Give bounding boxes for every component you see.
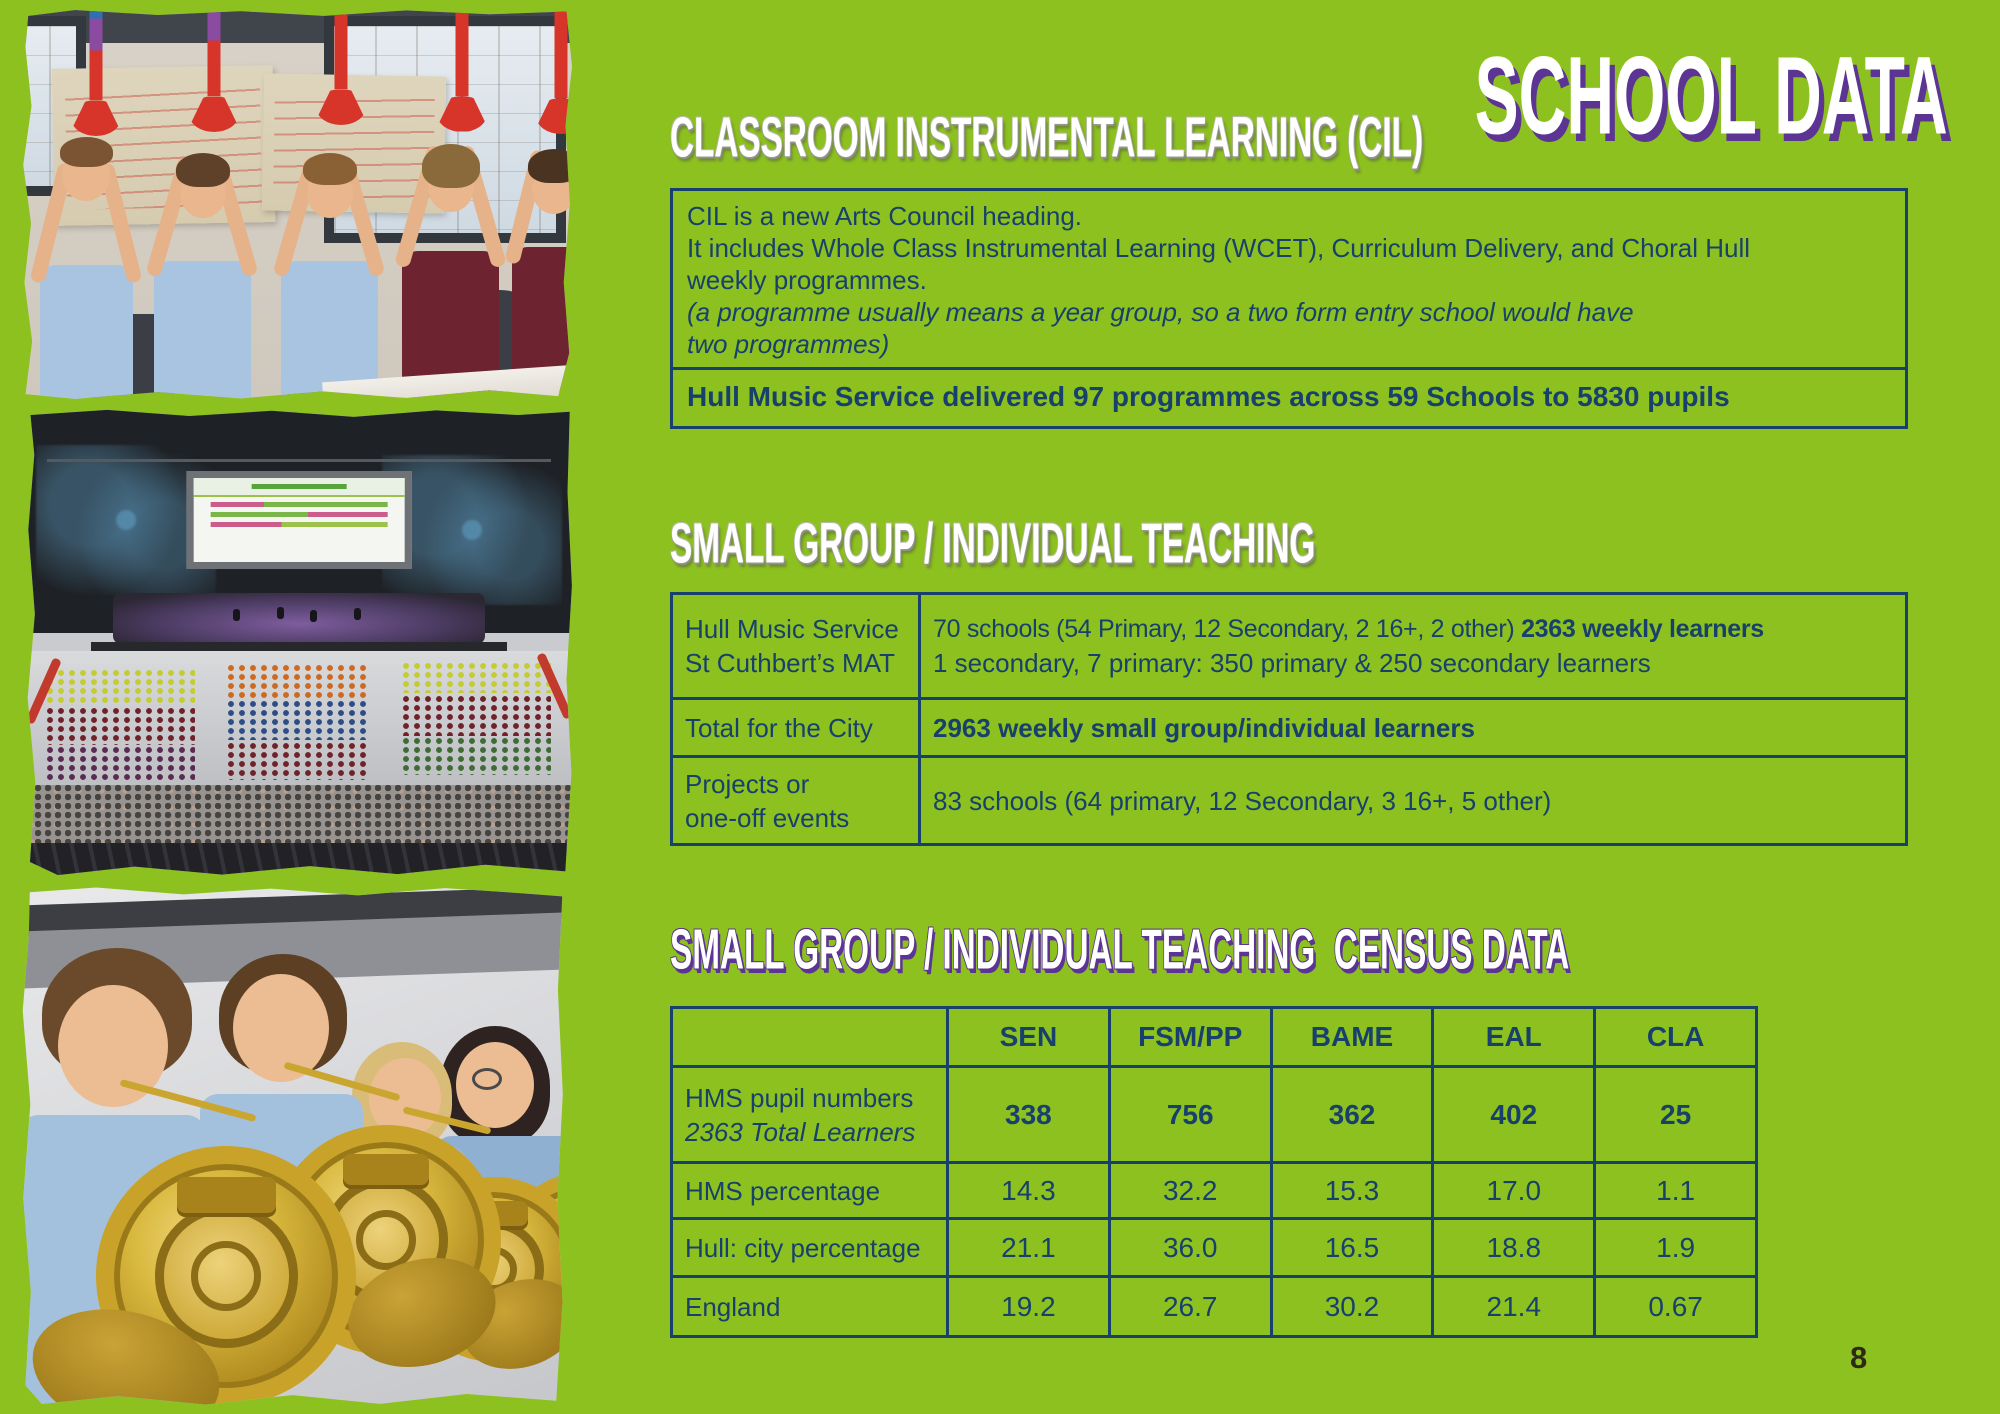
census-table bbox=[670, 1006, 1758, 1338]
cil-line-1: CIL is a new Arts Council heading. bbox=[687, 201, 1083, 231]
page-title-text: SCHOOL DATA bbox=[1475, 34, 1948, 158]
census-row1-sen: 338 bbox=[946, 1065, 1108, 1161]
cil-italic-line-1: (a programme usually means a year group, so a two form entry school would have bbox=[687, 297, 1634, 327]
adult-audience bbox=[25, 785, 573, 844]
audience-block bbox=[403, 696, 551, 736]
census-row1-label: HMS pupil numbers 2363 Total Learners bbox=[673, 1065, 946, 1161]
kid-boy-blue bbox=[31, 94, 141, 400]
small-group-row3-value: 83 schools (64 primary, 12 Secondary, 3 16+, 5 other) bbox=[918, 755, 1905, 843]
audience-block bbox=[47, 747, 195, 782]
audience-block bbox=[228, 665, 370, 698]
census-section-heading: SMALL GROUP / INDIVIDUAL TEACHING CENSUS DATA bbox=[670, 918, 1570, 982]
cil-section-heading: CLASSROOM INSTRUMENTAL LEARNING (CIL) bbox=[670, 106, 1424, 170]
census-row2-bame: 15.3 bbox=[1270, 1161, 1432, 1217]
census-corner-cell bbox=[673, 1009, 946, 1065]
audience-block bbox=[47, 708, 195, 745]
photo-french-horns bbox=[20, 886, 565, 1406]
projection-screen bbox=[187, 471, 412, 569]
small-group-row2-value: 2963 weekly small group/individual learners bbox=[918, 697, 1905, 755]
census-row3-fsmpp: 36.0 bbox=[1108, 1217, 1270, 1275]
census-col-cla: CLA bbox=[1593, 1009, 1755, 1065]
cil-description bbox=[673, 191, 1905, 367]
census-row1-cla: 25 bbox=[1593, 1065, 1755, 1161]
page-number: 8 bbox=[1850, 1340, 1868, 1375]
photo-classroom-pbuzz bbox=[20, 8, 572, 400]
census-row2-cla: 1.1 bbox=[1593, 1161, 1755, 1217]
kid-girl-blue-2 bbox=[274, 110, 384, 400]
kid-maroon-partial bbox=[506, 102, 572, 392]
audience-block bbox=[403, 663, 551, 693]
cil-line-3: weekly programmes. bbox=[687, 265, 927, 295]
stage bbox=[113, 593, 486, 644]
census-col-sen: SEN bbox=[946, 1009, 1108, 1065]
census-row1-eal: 402 bbox=[1431, 1065, 1593, 1161]
census-col-eal: EAL bbox=[1431, 1009, 1593, 1065]
cil-line-2: It includes Whole Class Instrumental Learning (WCET), Curriculum Delivery, and Choral Hull bbox=[687, 233, 1750, 263]
census-row2-eal: 17.0 bbox=[1431, 1161, 1593, 1217]
audience-block bbox=[228, 701, 370, 741]
census-row4-label: England bbox=[673, 1275, 946, 1335]
census-row2-fsmpp: 32.2 bbox=[1108, 1161, 1270, 1217]
census-row4-fsmpp: 26.7 bbox=[1108, 1275, 1270, 1335]
performer bbox=[233, 609, 240, 621]
census-row2-sen: 14.3 bbox=[946, 1161, 1108, 1217]
performer bbox=[310, 610, 317, 622]
small-group-row1-label: Hull Music Service St Cuthbert’s MAT bbox=[685, 614, 899, 678]
small-group-section-heading: SMALL GROUP / INDIVIDUAL TEACHING bbox=[670, 512, 1316, 576]
census-row4-cla: 0.67 bbox=[1593, 1275, 1755, 1335]
census-row3-label: Hull: city percentage bbox=[673, 1217, 946, 1275]
census-row1-fsmpp: 756 bbox=[1108, 1065, 1270, 1161]
performer bbox=[277, 607, 284, 619]
photo-concert-hall bbox=[25, 408, 573, 876]
balcony-rail bbox=[25, 843, 573, 876]
small-group-row2-label: Total for the City bbox=[673, 697, 918, 755]
lighting-truss bbox=[47, 459, 551, 462]
audience-block bbox=[228, 743, 370, 780]
census-row2-label: HMS percentage bbox=[673, 1161, 946, 1217]
census-row4-eal: 21.4 bbox=[1431, 1275, 1593, 1335]
census-row4-sen: 19.2 bbox=[946, 1275, 1108, 1335]
cil-italic-line-2: two programmes) bbox=[687, 329, 890, 359]
small-group-table bbox=[670, 592, 1908, 846]
census-row3-eal: 18.8 bbox=[1431, 1217, 1593, 1275]
census-row4-bame: 30.2 bbox=[1270, 1275, 1432, 1335]
cil-info-box bbox=[670, 188, 1908, 429]
census-col-bame: BAME bbox=[1270, 1009, 1432, 1065]
small-group-row3-label: Projects or one-off events bbox=[673, 755, 918, 843]
performer bbox=[354, 608, 361, 620]
census-row3-sen: 21.1 bbox=[946, 1217, 1108, 1275]
census-row3-cla: 1.9 bbox=[1593, 1217, 1755, 1275]
cil-summary: Hull Music Service delivered 97 programmes across 59 Schools to 5830 pupils bbox=[673, 367, 1905, 426]
kid-girl-blue bbox=[147, 110, 257, 400]
kid-girl-maroon bbox=[395, 102, 505, 400]
audience-block bbox=[47, 670, 195, 703]
census-row3-bame: 16.5 bbox=[1270, 1217, 1432, 1275]
census-col-fsmpp: FSM/PP bbox=[1108, 1009, 1270, 1065]
small-group-row1-value: 70 schools (54 Primary, 12 Secondary, 2 16+, 2 other) 2363 weekly learners 1 secondary, 7 primary: 350 primary & 250 secondary learners bbox=[918, 595, 1905, 697]
audience-block bbox=[403, 738, 551, 775]
census-row1-bame: 362 bbox=[1270, 1065, 1432, 1161]
